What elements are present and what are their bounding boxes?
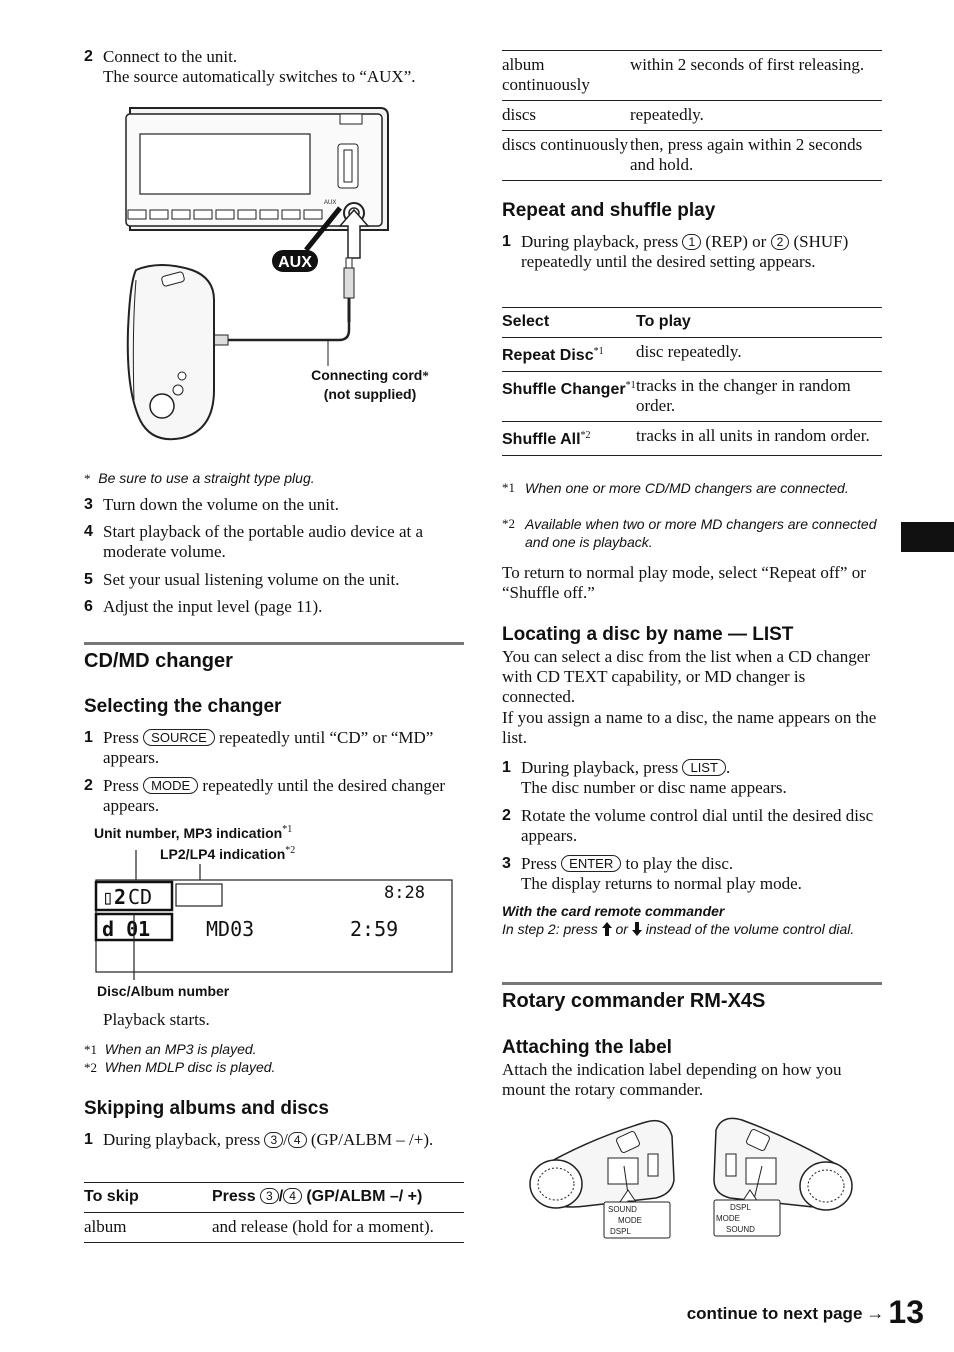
step-number: 2 (502, 807, 511, 824)
skip-table-continued (502, 50, 882, 181)
step-number: 3 (84, 496, 93, 513)
footnote-mark: *2 (502, 516, 515, 531)
header-text: Press (212, 1188, 256, 1205)
portable-audio-device-illustration (128, 265, 214, 439)
footnote-1 (84, 1040, 257, 1059)
key-4: 4 (283, 1188, 302, 1204)
svg-text:DSPL: DSPL (730, 1203, 751, 1212)
cell-text: Shuffle Changer (502, 381, 626, 398)
table-row (502, 51, 882, 101)
cord-label: Connecting cord (311, 367, 423, 383)
footnote-mark: *1 (84, 1042, 97, 1057)
step-number: 2 (84, 777, 93, 794)
table-cell: disc repeatedly. (636, 342, 742, 361)
arrow-up-icon (602, 922, 612, 936)
rotary-commander-left-illustration (530, 1121, 674, 1238)
section-rule (84, 642, 464, 645)
cell-sup: *1 (593, 346, 604, 357)
cell-sup: *1 (625, 380, 636, 391)
note-title: With the card remote commander (502, 903, 725, 919)
disc-album-label: Disc/Album number (97, 983, 230, 999)
header-text-post: (GP/ALBM –/ +) (306, 1188, 423, 1205)
step-number: 3 (502, 855, 511, 872)
footnote-text: When MDLP disc is played. (104, 1059, 276, 1075)
step-text: Adjust the input level (page 11). (103, 597, 323, 616)
table-row (502, 131, 882, 181)
svg-text:d 01: d 01 (102, 917, 151, 941)
step-6 (84, 597, 464, 617)
footnote-repeat-1 (502, 479, 882, 497)
svg-text:▯2: ▯2 (102, 885, 127, 909)
select-step-2 (84, 776, 464, 816)
label-text: LP2/LP4 indication (160, 846, 286, 862)
svg-text:SOUND: SOUND (726, 1225, 755, 1234)
step-text: During playback, press (521, 232, 679, 251)
enter-key: ENTER (561, 855, 621, 872)
note-text-mid: or (615, 921, 628, 937)
selecting-heading: Selecting the changer (84, 696, 282, 717)
continue-text: continue to next page (686, 1304, 863, 1323)
table-cell (502, 372, 636, 422)
step-number: 4 (84, 523, 93, 540)
step-4 (84, 522, 464, 562)
step-number: 1 (84, 1131, 93, 1148)
table-row (84, 1213, 464, 1243)
step-number: 1 (502, 233, 511, 250)
rotary-commander-figure (526, 1110, 866, 1245)
arrow-down-icon (632, 922, 642, 936)
svg-text:SOUND: SOUND (608, 1205, 637, 1214)
loc-step-1 (502, 758, 882, 798)
step-text: Set your usual listening volume on the unit. (103, 570, 400, 589)
cell-sup: *2 (580, 430, 591, 441)
step-text: During playback, press (521, 758, 679, 777)
attaching-heading: Attaching the label (502, 1037, 672, 1058)
svg-text:DSPL: DSPL (610, 1227, 631, 1236)
key-1: 1 (682, 234, 701, 250)
locating-heading: Locating a disc by name — LIST (502, 624, 794, 645)
page-footer (652, 1294, 924, 1331)
key-4: 4 (288, 1132, 307, 1148)
table-header-row (502, 308, 882, 338)
step-connect (84, 47, 464, 87)
step-number: 2 (84, 48, 93, 65)
table-row (502, 372, 882, 422)
repeat-step-1 (502, 232, 882, 272)
svg-text:MODE: MODE (716, 1214, 740, 1223)
return-text: To return to normal play mode, select “Repeat off” or “Shuffle off.” (502, 563, 866, 602)
skip-table (84, 1182, 464, 1243)
rotary-commander-right-illustration (714, 1118, 852, 1236)
table-cell: discs (502, 105, 536, 124)
table-header-row (84, 1183, 464, 1213)
head-unit-illustration (126, 108, 388, 230)
key-3: 3 (264, 1132, 283, 1148)
step-text-2: The disc number or disc name appears. (521, 778, 787, 797)
table-header-cell (212, 1183, 464, 1213)
page-number: 13 (888, 1294, 924, 1330)
step-number: 6 (84, 598, 93, 615)
select-step-1 (84, 728, 464, 768)
key-separator: / (283, 1130, 288, 1149)
footnote-text: Available when two or more MD changers are connected and one is playback. (525, 516, 877, 550)
key-2: 2 (771, 234, 790, 250)
repeat-table (502, 307, 882, 456)
loc-step-2 (502, 806, 882, 846)
rotary-heading: Rotary commander RM-X4S (502, 990, 766, 1012)
table-cell: album continuously (502, 55, 590, 94)
footnote-text: When an MP3 is played. (104, 1041, 257, 1057)
key-separator: / (278, 1188, 284, 1205)
arrow-right-icon: → (866, 1303, 885, 1323)
step-3 (84, 495, 464, 515)
step-text: Press (103, 728, 139, 747)
table-row (502, 422, 882, 456)
step-text: Start playback of the portable audio device at a moderate volume. (103, 522, 424, 561)
table-header-cell: Select (502, 313, 550, 330)
step-text-mid: (REP) or (705, 232, 767, 251)
footnote-mark: *1 (502, 480, 515, 495)
label-text: Unit number, MP3 indication (94, 825, 283, 841)
locating-text-1: You can select a disc from the list when a CD changer with CD TEXT capability, or MD changer is connected. (502, 647, 870, 706)
table-cell: repeatedly. (630, 105, 704, 124)
source-key: SOURCE (143, 729, 215, 746)
footnote-2 (84, 1058, 275, 1077)
changer-display-figure (94, 846, 454, 988)
table-row (502, 338, 882, 372)
step-text-post: (SHUF) repeatedly until the desired setting appears. (521, 232, 849, 271)
label-sup: *2 (285, 845, 296, 856)
footnote-text: When one or more CD/MD changers are connected. (525, 480, 849, 496)
footnote-plug (84, 469, 315, 488)
step-5 (84, 570, 464, 590)
table-cell: discs continuously (502, 135, 629, 154)
table-cell: album (84, 1217, 127, 1236)
table-cell (502, 422, 636, 456)
footnote-repeat-2 (502, 515, 882, 551)
svg-text:8:28: 8:28 (384, 883, 425, 903)
skipping-heading: Skipping albums and discs (84, 1098, 329, 1119)
cell-text: Shuffle All (502, 431, 581, 448)
svg-text:CD: CD (128, 885, 153, 909)
step-text-2: The display returns to normal play mode. (521, 874, 802, 893)
step-text-2: The source automatically switches to “AUX”. (103, 67, 416, 86)
step-text-post: to play the disc. (625, 854, 734, 873)
step-text-post: repeatedly until “CD” or “MD” appears. (103, 728, 434, 767)
cord-caption (260, 366, 480, 403)
svg-text:AUX: AUX (324, 200, 337, 206)
unit-number-label (94, 824, 292, 843)
table-cell: and release (hold for a moment). (212, 1217, 434, 1236)
table-cell (502, 338, 636, 372)
section-rule (502, 982, 882, 985)
label-sup: *1 (282, 824, 293, 835)
step-text-post: . (725, 758, 731, 777)
table-cell: tracks in the changer in random order. (636, 376, 851, 415)
step-text-post: repeatedly until the desired changer appears. (103, 776, 446, 815)
step-number: 1 (502, 759, 511, 776)
repeat-heading: Repeat and shuffle play (502, 200, 716, 221)
footnote-mark: * (84, 471, 91, 486)
cell-text: Repeat Disc (502, 347, 594, 364)
table-header-cell: To play (636, 313, 691, 330)
list-key: LIST (682, 759, 725, 776)
table-cell: tracks in all units in random order. (636, 426, 870, 445)
step-text: Press (103, 776, 139, 795)
table-cell: within 2 seconds of first releasing. (630, 55, 865, 74)
step-number: 5 (84, 571, 93, 588)
svg-text:MD03: MD03 (206, 917, 255, 941)
svg-text:AUX: AUX (278, 254, 312, 271)
mode-key: MODE (143, 777, 198, 794)
table-cell: then, press again within 2 seconds and hold. (630, 135, 863, 174)
table-row (502, 101, 882, 131)
skip-step-1 (84, 1130, 464, 1150)
card-remote-note (502, 902, 882, 938)
step-text: Press (521, 854, 557, 873)
loc-step-3 (502, 854, 882, 894)
cord-footnote-mark: * (422, 368, 429, 383)
playback-starts: Playback starts. (103, 1010, 210, 1029)
svg-text:MODE: MODE (618, 1216, 642, 1225)
attaching-text: Attach the indication label depending on how you mount the rotary commander. (502, 1060, 842, 1099)
section-tab-marker (901, 522, 954, 552)
key-3: 3 (260, 1188, 279, 1204)
step-text-post: (GP/ALBM – /+). (310, 1130, 434, 1149)
footnote-text: Be sure to use a straight type plug. (98, 470, 315, 486)
step-text: During playback, press (103, 1130, 261, 1149)
step-text: Connect to the unit. (103, 47, 238, 66)
cord-label-2: (not supplied) (323, 386, 417, 402)
step-text: Rotate the volume control dial until the desired disc appears. (521, 806, 874, 845)
svg-text:2:59: 2:59 (350, 917, 399, 941)
cdmd-heading: CD/MD changer (84, 650, 233, 672)
step-number: 1 (84, 729, 93, 746)
note-text: In step 2: press (502, 921, 598, 937)
step-text: Turn down the volume on the unit. (103, 495, 339, 514)
locating-text-2: If you assign a name to a disc, the name appears on the list. (502, 708, 877, 747)
table-header-cell: To skip (84, 1188, 139, 1205)
footnote-mark: *2 (84, 1060, 97, 1075)
note-text-post: instead of the volume control dial. (645, 921, 855, 937)
